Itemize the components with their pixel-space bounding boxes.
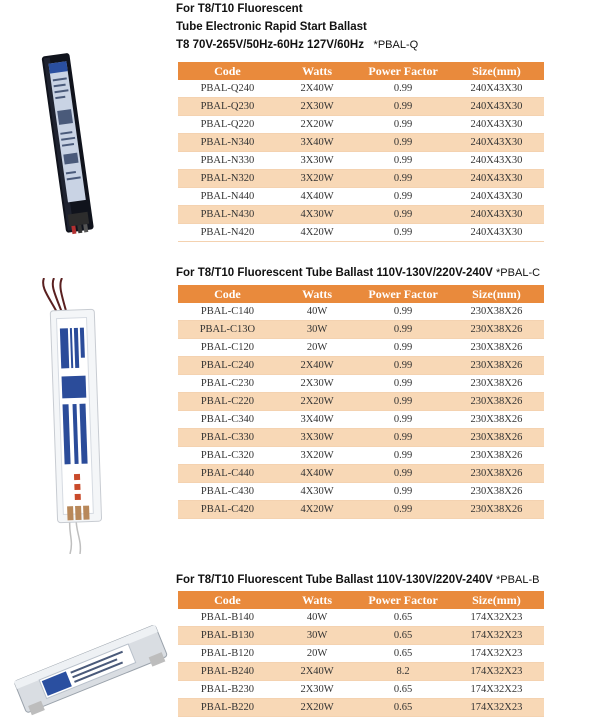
table-cell: PBAL-C330 [178, 429, 277, 447]
section-1-heading-line-3: T8 70V-265V/50Hz-60Hz 127V/60Hz *PBAL-Q [176, 39, 419, 51]
table-cell: 2X40W [277, 357, 358, 375]
table-cell: 3X30W [277, 429, 358, 447]
table-row [178, 483, 544, 501]
table-cell: 0.99 [357, 339, 449, 357]
ballast-b-image [8, 612, 172, 722]
table-cell: 0.99 [357, 411, 449, 429]
table-cell: PBAL-B130 [178, 627, 277, 645]
section-2-heading-line-1: For T8/T10 Fluorescent Tube Ballast 110V-130V/220V-240V [176, 267, 493, 279]
table-cell: 0.99 [357, 447, 449, 465]
table-cell: 230X38X26 [449, 303, 544, 321]
table-row [178, 303, 544, 321]
table-row [178, 627, 544, 645]
spec-table-pbal-c [178, 285, 544, 519]
table-cell: 230X38X26 [449, 483, 544, 501]
table-cell: 0.99 [357, 98, 449, 116]
table-cell: 0.99 [357, 501, 449, 519]
table-cell: 8.2 [357, 663, 449, 681]
table-cell: 0.99 [357, 188, 449, 206]
table-cell: 174X32X23 [449, 627, 544, 645]
table-cell: PBAL-C320 [178, 447, 277, 465]
table-cell: 3X20W [277, 170, 358, 188]
table-cell: 0.99 [357, 206, 449, 224]
table-cell: PBAL-C430 [178, 483, 277, 501]
table-cell: 2X30W [277, 375, 358, 393]
table-row [178, 80, 544, 98]
table-cell: PBAL-C120 [178, 339, 277, 357]
table-cell: PBAL-N330 [178, 152, 277, 170]
spec-table-pbal-b [178, 591, 544, 717]
table-cell: 4X40W [277, 188, 358, 206]
column-header: Size(mm) [449, 285, 544, 303]
section-2-model-suffix: *PBAL-C [496, 267, 541, 279]
table-cell: 240X43X30 [449, 170, 544, 188]
table-row [178, 645, 544, 663]
section-3-model-suffix: *PBAL-B [496, 574, 540, 586]
table-header-row [178, 285, 544, 303]
table-cell: 3X40W [277, 411, 358, 429]
table-cell: PBAL-N430 [178, 206, 277, 224]
table-cell: 230X38X26 [449, 339, 544, 357]
column-header: Size(mm) [449, 62, 544, 80]
column-header: Power Factor [357, 285, 449, 303]
table-cell: 4X30W [277, 483, 358, 501]
table-row [178, 681, 544, 699]
table-cell: 2X40W [277, 663, 358, 681]
table-row [178, 188, 544, 206]
table-row [178, 465, 544, 483]
table-cell: 0.99 [357, 80, 449, 98]
table-row [178, 321, 544, 339]
table-cell: 20W [277, 645, 358, 663]
table-cell: PBAL-B230 [178, 681, 277, 699]
section-1-model-suffix: *PBAL-Q [373, 39, 419, 51]
table-row [178, 116, 544, 134]
table-row [178, 152, 544, 170]
table-cell: 0.65 [357, 645, 449, 663]
section-3-heading [176, 571, 539, 589]
table-cell: 4X20W [277, 224, 358, 242]
table-cell: 0.65 [357, 681, 449, 699]
column-header: Code [178, 591, 277, 609]
table-cell: 240X43X30 [449, 224, 544, 242]
section-3-heading-line-1: For T8/T10 Fluorescent Tube Ballast 110V-130V/220V-240V [176, 574, 493, 586]
section-1-heading-line-2: Tube Electronic Rapid Start Ballast [176, 21, 367, 33]
table-cell: PBAL-C140 [178, 303, 277, 321]
table-row [178, 375, 544, 393]
table-cell: PBAL-N420 [178, 224, 277, 242]
column-header: Power Factor [357, 62, 449, 80]
ballast-q-image [36, 50, 98, 240]
table-row [178, 429, 544, 447]
table-header-row [178, 591, 544, 609]
table-cell: PBAL-B120 [178, 645, 277, 663]
table-cell: 230X38X26 [449, 375, 544, 393]
table-cell: 240X43X30 [449, 134, 544, 152]
table-cell: 2X30W [277, 681, 358, 699]
table-cell: 230X38X26 [449, 393, 544, 411]
table-cell: 0.65 [357, 609, 449, 627]
table-cell: 230X38X26 [449, 501, 544, 519]
table-cell: 0.99 [357, 483, 449, 501]
table-cell: 0.99 [357, 152, 449, 170]
table-cell: 0.99 [357, 357, 449, 375]
table-cell: 3X40W [277, 134, 358, 152]
table-cell: 230X38X26 [449, 411, 544, 429]
table-cell: 0.99 [357, 393, 449, 411]
table-cell: 240X43X30 [449, 98, 544, 116]
table-cell: 240X43X30 [449, 116, 544, 134]
table-row [178, 609, 544, 627]
table-row [178, 206, 544, 224]
table-cell: 174X32X23 [449, 681, 544, 699]
table-cell: 230X38X26 [449, 447, 544, 465]
table-cell: 30W [277, 321, 358, 339]
table-cell: PBAL-C240 [178, 357, 277, 375]
table-cell: 0.99 [357, 375, 449, 393]
table-cell: 230X38X26 [449, 465, 544, 483]
table-row [178, 224, 544, 242]
table-cell: 40W [277, 609, 358, 627]
table-row [178, 339, 544, 357]
table-row [178, 501, 544, 519]
table-cell: PBAL-N320 [178, 170, 277, 188]
table-cell: 2X40W [277, 80, 358, 98]
section-2-heading [176, 264, 540, 282]
table-cell: 4X30W [277, 206, 358, 224]
table-row [178, 357, 544, 375]
table-cell: 2X20W [277, 393, 358, 411]
table-cell: 0.99 [357, 116, 449, 134]
column-header: Code [178, 62, 277, 80]
section-1-heading [176, 0, 418, 54]
table-row [178, 393, 544, 411]
table-cell: PBAL-Q240 [178, 80, 277, 98]
table-cell: 0.99 [357, 170, 449, 188]
table-cell: 0.99 [357, 303, 449, 321]
table-cell: PBAL-Q230 [178, 98, 277, 116]
table-cell: PBAL-B140 [178, 609, 277, 627]
column-header: Size(mm) [449, 591, 544, 609]
table-cell: 0.99 [357, 429, 449, 447]
table-cell: PBAL-B240 [178, 663, 277, 681]
table-cell: 0.99 [357, 224, 449, 242]
table-cell: 240X43X30 [449, 152, 544, 170]
column-header: Watts [277, 285, 358, 303]
table-cell: PBAL-C440 [178, 465, 277, 483]
table-cell: 2X20W [277, 699, 358, 717]
table-cell: 3X30W [277, 152, 358, 170]
table-cell: PBAL-N440 [178, 188, 277, 206]
table-cell: 240X43X30 [449, 80, 544, 98]
table-cell: PBAL-C13O [178, 321, 277, 339]
section-1-heading-line-1: For T8/T10 Fluorescent [176, 3, 303, 15]
table-cell: 30W [277, 627, 358, 645]
table-cell: 0.65 [357, 699, 449, 717]
table-cell: 0.99 [357, 134, 449, 152]
table-cell: 2X20W [277, 116, 358, 134]
table-cell: PBAL-N340 [178, 134, 277, 152]
table-cell: 2X30W [277, 98, 358, 116]
table-cell: PBAL-C230 [178, 375, 277, 393]
table-cell: 174X32X23 [449, 699, 544, 717]
ballast-c-image [30, 278, 120, 554]
table-cell: 174X32X23 [449, 663, 544, 681]
table-header-row [178, 62, 544, 80]
table-cell: 4X40W [277, 465, 358, 483]
table-cell: 174X32X23 [449, 645, 544, 663]
table-cell: PBAL-C340 [178, 411, 277, 429]
table-cell: 4X20W [277, 501, 358, 519]
table-cell: 240X43X30 [449, 188, 544, 206]
column-header: Watts [277, 62, 358, 80]
table-row [178, 447, 544, 465]
table-row [178, 98, 544, 116]
column-header: Power Factor [357, 591, 449, 609]
table-row [178, 699, 544, 717]
table-row [178, 170, 544, 188]
table-cell: 40W [277, 303, 358, 321]
table-cell: 0.99 [357, 321, 449, 339]
column-header: Watts [277, 591, 358, 609]
table-cell: 230X38X26 [449, 429, 544, 447]
table-cell: 3X20W [277, 447, 358, 465]
table-cell: PBAL-B220 [178, 699, 277, 717]
column-header: Code [178, 285, 277, 303]
table-cell: PBAL-Q220 [178, 116, 277, 134]
spec-table-pbal-q [178, 62, 544, 242]
table-cell: 20W [277, 339, 358, 357]
table-cell: 230X38X26 [449, 357, 544, 375]
table-cell: PBAL-C420 [178, 501, 277, 519]
table-cell: PBAL-C220 [178, 393, 277, 411]
table-row [178, 411, 544, 429]
table-cell: 174X32X23 [449, 609, 544, 627]
table-row [178, 134, 544, 152]
table-cell: 0.99 [357, 465, 449, 483]
table-cell: 230X38X26 [449, 321, 544, 339]
table-cell: 0.65 [357, 627, 449, 645]
table-row [178, 663, 544, 681]
table-cell: 240X43X30 [449, 206, 544, 224]
